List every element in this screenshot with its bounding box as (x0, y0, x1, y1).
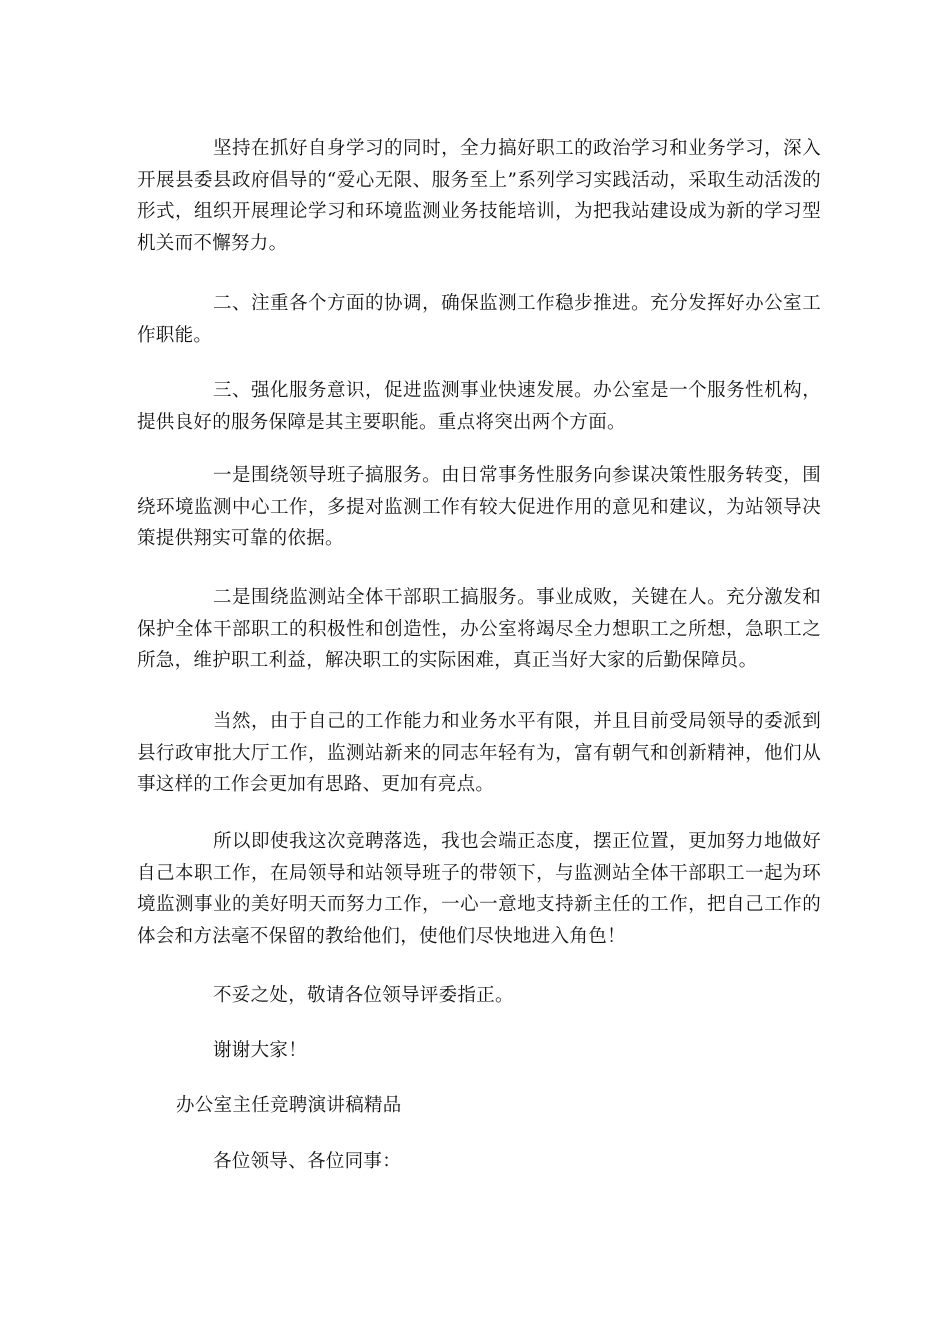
paragraph-serve-leadership: 一是围绕领导班子搞服务。由日常事务性服务向参谋决策性服务转变，围绕环境监测中心工作，多提对监测工作有较大促进作用的意见和建议，为站领导决策提供翔实可靠的依据。 (137, 465, 821, 549)
paragraph-serve-staff: 二是围绕监测站全体干部职工搞服务。事业成败，关键在人。充分激发和保护全体干部职工的积极性和创造性，办公室将竭尽全力想职工之所想，急职工之所急，维护职工利益，解决职工的实际困难，真正当好大家的后勤保障员。 (137, 587, 821, 671)
paragraph-of-course: 当然，由于自己的工作能力和业务水平有限，并且目前受局领导的委派到县行政审批大厅工作，监测站新来的同志年轻有为，富有朝气和创新精神，他们从事这样的工作会更加有思路、更加有亮点。 (137, 711, 821, 795)
paragraph-request-correction: 不妥之处，敬请各位领导评委指正。 (213, 985, 514, 1006)
paragraph-if-not-selected: 所以即使我这次竞聘落选，我也会端正态度，摆正位置，更加努力地做好自己本职工作，在局领导和站领导班子的带领下，与监测站全体干部职工一起为环境监测事业的美好明天而努力工作，一心一意地支持新主任的工作，把自己工作的体会和方法毫不保留的教给他们，使他们尽快地进入角色！ (137, 831, 821, 947)
paragraph-coordination: 二、注重各个方面的协调，确保监测工作稳步推进。充分发挥好办公室工作职能。 (137, 293, 821, 346)
paragraph-thanks: 谢谢大家！ (213, 1040, 308, 1061)
greeting-line: 各位领导、各位同事： (213, 1151, 402, 1172)
paragraph-study: 坚持在抓好自身学习的同时，全力搞好职工的政治学习和业务学习，深入开展县委县政府倡导的“爱心无限、服务至上”系列学习实践活动，采取生动活泼的形式，组织开展理论学习和环境监测业务技能培训，为把我站建设成为新的学习型机关而不懈努力。 (137, 138, 821, 254)
next-speech-title: 办公室主任竞聘演讲稿精品 (176, 1095, 402, 1116)
paragraph-service-awareness: 三、强化服务意识，促进监测事业快速发展。办公室是一个服务性机构，提供良好的服务保障是其主要职能。重点将突出两个方面。 (137, 380, 821, 433)
